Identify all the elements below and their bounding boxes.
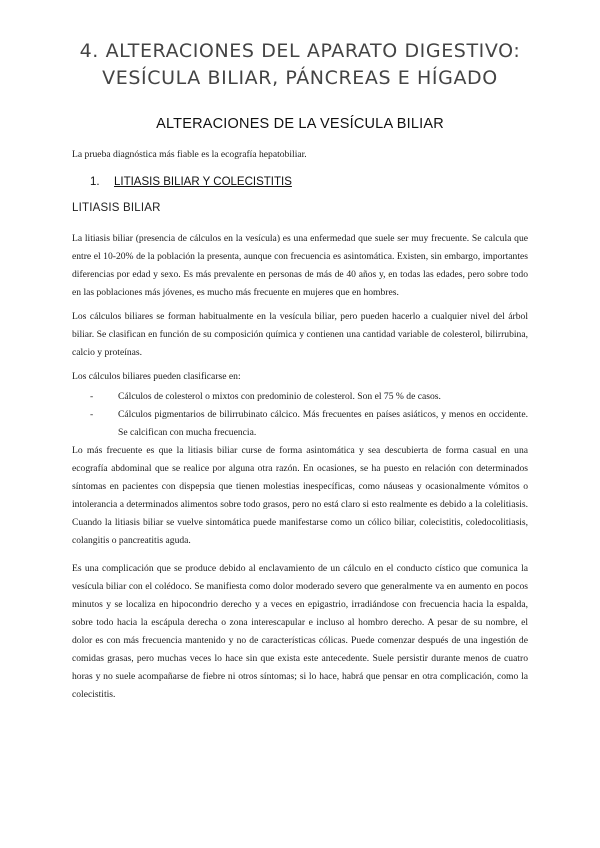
numbered-heading-text: LITIASIS BILIAR Y COLECISTITIS: [114, 176, 292, 188]
list-item-text: Cálculos pigmentarios de bilirrubinato cálcico. Más frecuentes en países asiáticos, y menos en occidente. Se calcifican con mucha frecuencia.: [118, 409, 528, 438]
intro-paragraph: La prueba diagnóstica más fiable es la ecografía hepatobiliar.: [72, 149, 307, 160]
paragraph: Lo más frecuente es que la litiasis biliar curse de forma asintomática y sea descubierta de forma casual en una ecografía abdominal que se realice por alguna otra razón. En ocasiones, se ha puesto en relación con determinados síntomas en pacientes con dispepsia que tienen molestias inespecíficas, como náuseas y ocasionalmente vómitos o intolerancia a determinados alimentos sobre todo grasos, pero no está claro si esto realmente es debido a la colelitiasis. Cuando la litiasis biliar se vuelve sintomática puede manifestarse como un cólico biliar, colecistitis, coledocolitiasis, colangitis o pancreatitis aguda.: [72, 445, 528, 546]
bullet-dash: -: [90, 391, 94, 402]
list-item: [72, 388, 528, 406]
title-line-2: VESÍCULA BILIAR, PÁNCREAS E HÍGADO: [102, 67, 498, 89]
list-item-text: Cálculos de colesterol o mixtos con predominio de colesterol. Son el 75 % de casos.: [118, 391, 441, 402]
paragraph: La litiasis biliar (presencia de cálculos en la vesícula) es una enfermedad que suele ser muy frecuente. Se calcula que entre el 10-20% de la población la presenta, aunque con frecuencia es asintomática. Existen, sin embargo, importantes diferencias por edad y sexo. Es más prevalente en personas de más de 40 años y, en todas las edades, pero sobre todo en las poblaciones más jóvenes, es mucho más frecuente en mujeres que en hombres.: [72, 233, 528, 298]
list-item: [72, 406, 528, 442]
bullet-dash: -: [90, 409, 94, 420]
numbered-heading: [72, 176, 528, 188]
section-heading: ALTERACIONES DE LA VESÍCULA BILIAR: [156, 116, 444, 132]
paragraph: Es una complicación que se produce debido al enclavamiento de un cálculo en el conducto cístico que comunica la vesícula biliar con el colédoco. Se manifiesta como dolor moderado severo que generalmente va en aumento en pocos minutos y se localiza en hipocondrio derecho y a veces en epigastrio, irradiándose con frecuencia hacia la espalda, sobre todo hacia la escápula derecha o zona interescapular e incluso al hombro derecho. A pesar de su nombre, el dolor es con más frecuencia mantenido y no de características cólicas. Puede comenzar después de una ingestión de comidas grasas, pero muchas veces lo hace sin que exista este antecedente. Suele persistir durante menos de cuatro horas y no suele acompañarse de fiebre ni otros síntomas; si lo hace, habrá que pensar en otra complicación, como la colecistitis.: [72, 563, 528, 700]
subheading: LITIASIS BILIAR: [72, 202, 161, 214]
paragraph: Los cálculos biliares se forman habitualmente en la vesícula biliar, pero pueden hacerlo a cualquier nivel del árbol biliar. Se clasifican en función de su composición química y contienen una cantidad variable de colesterol, bilirrubina, calcio y proteínas.: [72, 311, 528, 358]
document-title: [72, 0, 528, 92]
numbered-heading-number: 1.: [90, 176, 100, 188]
title-line-1: 4. ALTERACIONES DEL APARATO DIGESTIVO:: [79, 40, 521, 62]
paragraph: Los cálculos biliares pueden clasificarse en:: [72, 371, 241, 382]
bullet-list: [72, 388, 528, 442]
